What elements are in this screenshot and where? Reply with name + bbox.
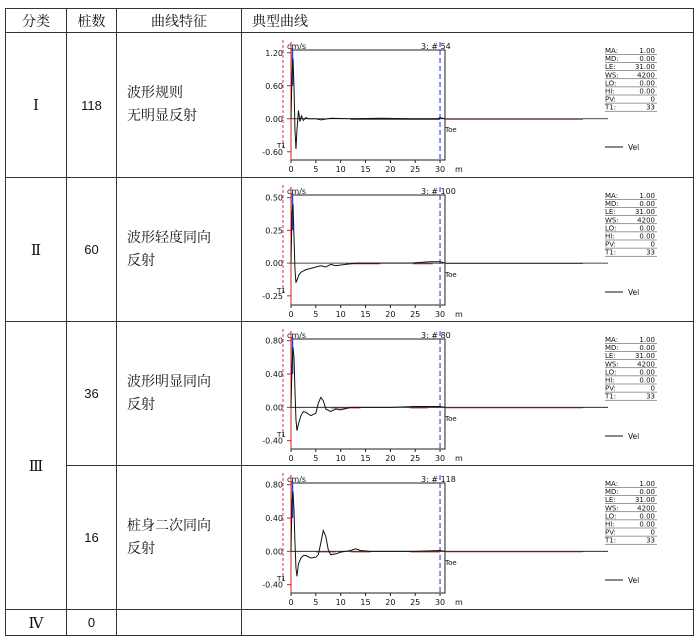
param-key: LO:: [605, 512, 617, 521]
velocity-trace: [291, 204, 445, 283]
param-value: 0.00: [639, 344, 655, 353]
legend-label: Vel: [628, 432, 640, 441]
param-value: 0.00: [639, 87, 655, 96]
x-tick-label: 15: [360, 310, 371, 319]
param-key: HI:: [605, 232, 615, 241]
param-value: 0.00: [639, 512, 655, 521]
param-key: LE:: [605, 63, 616, 72]
param-value: 1.00: [639, 336, 655, 344]
param-key: MD:: [605, 200, 619, 209]
pile-label: 3: # 80: [421, 331, 451, 340]
x-tick-label: 5: [313, 454, 319, 463]
x-axis-label: m: [455, 165, 463, 174]
param-value: 31.00: [634, 352, 655, 361]
x-tick-label: 10: [335, 454, 346, 463]
param-key: T1:: [605, 103, 617, 112]
x-tick-label: 30: [434, 454, 446, 463]
pile-count-cell: 60: [84, 242, 99, 257]
t1-label: T1: [277, 431, 286, 439]
param-key: PV:: [605, 528, 616, 537]
param-key: WS:: [605, 216, 619, 225]
pile-label: 3: # 100: [421, 187, 456, 196]
toe-label: Toe: [445, 271, 457, 279]
header-curve-feature: 曲线特征: [151, 13, 207, 30]
category-cell: Ⅲ: [28, 456, 44, 475]
velocity-trace: [291, 491, 445, 576]
param-value: 0.00: [639, 79, 655, 88]
x-tick-label: 10: [335, 310, 346, 319]
y-tick-label: 0.60: [265, 81, 283, 91]
param-key: MA:: [605, 47, 619, 55]
param-key: PV:: [605, 240, 616, 249]
x-tick-label: 25: [410, 165, 421, 174]
param-key: T1:: [605, 536, 617, 545]
y-tick-label: 0.00: [265, 547, 283, 557]
feature-text: 波形规则 无明显反射: [127, 85, 197, 124]
typical-curve-chart: [243, 323, 693, 465]
param-value: 4200: [637, 504, 655, 513]
param-value: 0.00: [639, 232, 655, 241]
x-tick-label: 25: [410, 310, 421, 319]
legend-label: Vel: [628, 288, 640, 297]
plot-frame: [291, 483, 445, 593]
param-value: 0.00: [639, 224, 655, 233]
param-value: 31.00: [634, 63, 655, 72]
t1-label: T1: [277, 142, 286, 150]
param-key: LE:: [605, 496, 616, 505]
x-tick-label: 0: [288, 598, 294, 607]
param-key: HI:: [605, 87, 615, 96]
param-key: MA:: [605, 480, 619, 488]
y-tick-label: 0.00: [265, 403, 283, 413]
x-tick-label: 30: [434, 310, 446, 319]
x-tick-label: 20: [385, 165, 396, 174]
param-key: LO:: [605, 79, 617, 88]
feature-cell: [117, 466, 241, 609]
typical-curve-chart: [243, 467, 693, 609]
param-value: 1.00: [639, 192, 655, 200]
param-value: 4200: [637, 71, 655, 80]
x-tick-label: 0: [288, 165, 294, 174]
y-tick-label: 1.20: [265, 48, 283, 58]
param-value: 0.00: [639, 55, 655, 64]
param-value: 0: [650, 528, 655, 537]
category-cell: Ⅳ: [28, 613, 44, 632]
param-key: LO:: [605, 368, 617, 377]
pile-count-cell: 0: [87, 615, 96, 630]
param-value: 33: [646, 536, 655, 545]
param-key: MA:: [605, 192, 619, 200]
toe-label: Toe: [445, 415, 457, 423]
x-axis-label: m: [455, 454, 463, 463]
x-tick-label: 15: [360, 454, 371, 463]
feature-text: 波形轻度同向 反射: [127, 229, 211, 269]
t1-label: T1: [277, 575, 286, 583]
x-tick-label: 5: [313, 165, 319, 174]
param-key: MD:: [605, 344, 619, 353]
param-key: WS:: [605, 360, 619, 369]
param-value: 0: [650, 240, 655, 249]
toe-label: Toe: [445, 126, 457, 134]
pile-label: 3: # 118: [421, 475, 456, 484]
toe-label: Toe: [445, 559, 457, 567]
pile-count-cell: 118: [81, 97, 102, 113]
param-value: 0.00: [639, 488, 655, 497]
param-key: HI:: [605, 520, 615, 529]
param-value: 31.00: [634, 208, 655, 217]
feature-cell: [117, 322, 241, 465]
y-tick-label: 0.40: [265, 370, 283, 379]
param-value: 0: [650, 384, 655, 393]
param-value: 33: [646, 103, 655, 112]
x-tick-label: 30: [434, 165, 446, 174]
param-value: 0.00: [639, 520, 655, 529]
unit-label: cm/s: [287, 331, 307, 340]
pile-count-cell: 16: [84, 530, 99, 545]
legend-label: Vel: [628, 143, 640, 152]
x-tick-label: 20: [385, 454, 396, 463]
param-key: WS:: [605, 71, 619, 80]
param-value: 4200: [637, 360, 655, 369]
feature-cell: [117, 178, 241, 321]
t1-label: T1: [277, 287, 286, 295]
pile-count-cell: 36: [84, 386, 99, 401]
param-key: PV:: [605, 95, 616, 104]
param-key: MD:: [605, 488, 619, 497]
y-tick-label: 0.50: [265, 193, 283, 203]
y-tick-label: -0.25: [262, 291, 283, 301]
feature-text: 波形明显同向 反射: [127, 373, 211, 413]
param-value: 0: [650, 95, 655, 104]
x-tick-label: 25: [410, 454, 421, 463]
y-tick-label: -0.40: [262, 580, 283, 590]
param-key: HI:: [605, 376, 615, 385]
x-tick-label: 0: [288, 454, 294, 463]
x-axis-label: m: [455, 598, 463, 607]
plot-frame: [291, 50, 445, 160]
typical-curve-chart: [243, 179, 693, 321]
y-tick-label: 0.80: [265, 336, 283, 346]
param-key: LE:: [605, 352, 616, 361]
param-value: 0.00: [639, 368, 655, 377]
x-tick-label: 20: [385, 598, 396, 607]
header-typical-curve: 典型曲线: [252, 13, 308, 30]
velocity-trace: [291, 347, 445, 430]
param-key: T1:: [605, 248, 617, 257]
legend-label: Vel: [628, 576, 640, 585]
x-tick-label: 10: [335, 598, 346, 607]
y-tick-label: 0.00: [265, 259, 283, 269]
category-cell: Ⅱ: [30, 240, 42, 259]
x-tick-label: 20: [385, 310, 396, 319]
header-pile-count: 桩数: [77, 13, 106, 30]
y-tick-label: 0.40: [265, 514, 283, 523]
param-value: 33: [646, 248, 655, 257]
feature-cell: [117, 33, 241, 177]
x-tick-label: 5: [313, 310, 319, 319]
param-key: WS:: [605, 504, 619, 513]
param-key: MD:: [605, 55, 619, 64]
y-tick-label: 0.00: [265, 114, 283, 124]
param-key: MA:: [605, 336, 619, 344]
plot-frame: [291, 195, 445, 305]
x-tick-label: 15: [360, 165, 371, 174]
y-tick-label: -0.60: [262, 147, 283, 157]
x-tick-label: 30: [434, 598, 446, 607]
param-value: 1.00: [639, 480, 655, 488]
velocity-trace: [291, 58, 445, 149]
param-value: 0.00: [639, 376, 655, 385]
param-value: 4200: [637, 216, 655, 225]
y-tick-label: 0.80: [265, 480, 283, 490]
param-value: 33: [646, 392, 655, 401]
x-tick-label: 15: [360, 598, 371, 607]
plot-frame: [291, 339, 445, 449]
param-key: T1:: [605, 392, 617, 401]
category-cell: Ⅰ: [33, 96, 39, 114]
x-axis-label: m: [455, 310, 463, 319]
x-tick-label: 25: [410, 598, 421, 607]
param-value: 1.00: [639, 47, 655, 55]
unit-label: cm/s: [287, 475, 307, 484]
unit-label: cm/s: [287, 42, 307, 51]
param-key: LO:: [605, 224, 617, 233]
param-value: 31.00: [634, 496, 655, 505]
x-tick-label: 10: [335, 165, 346, 174]
param-key: LE:: [605, 208, 616, 217]
param-key: PV:: [605, 384, 616, 393]
x-tick-label: 0: [288, 310, 294, 319]
x-tick-label: 5: [313, 598, 319, 607]
typical-curve-chart: [243, 34, 693, 176]
unit-label: cm/s: [287, 187, 307, 196]
y-tick-label: 0.25: [265, 226, 283, 236]
y-tick-label: -0.40: [262, 436, 283, 446]
feature-text: 桩身二次同向 反射: [127, 517, 211, 557]
param-value: 0.00: [639, 200, 655, 209]
pile-label: 3: # 54: [421, 42, 451, 51]
header-category: 分类: [22, 13, 50, 30]
